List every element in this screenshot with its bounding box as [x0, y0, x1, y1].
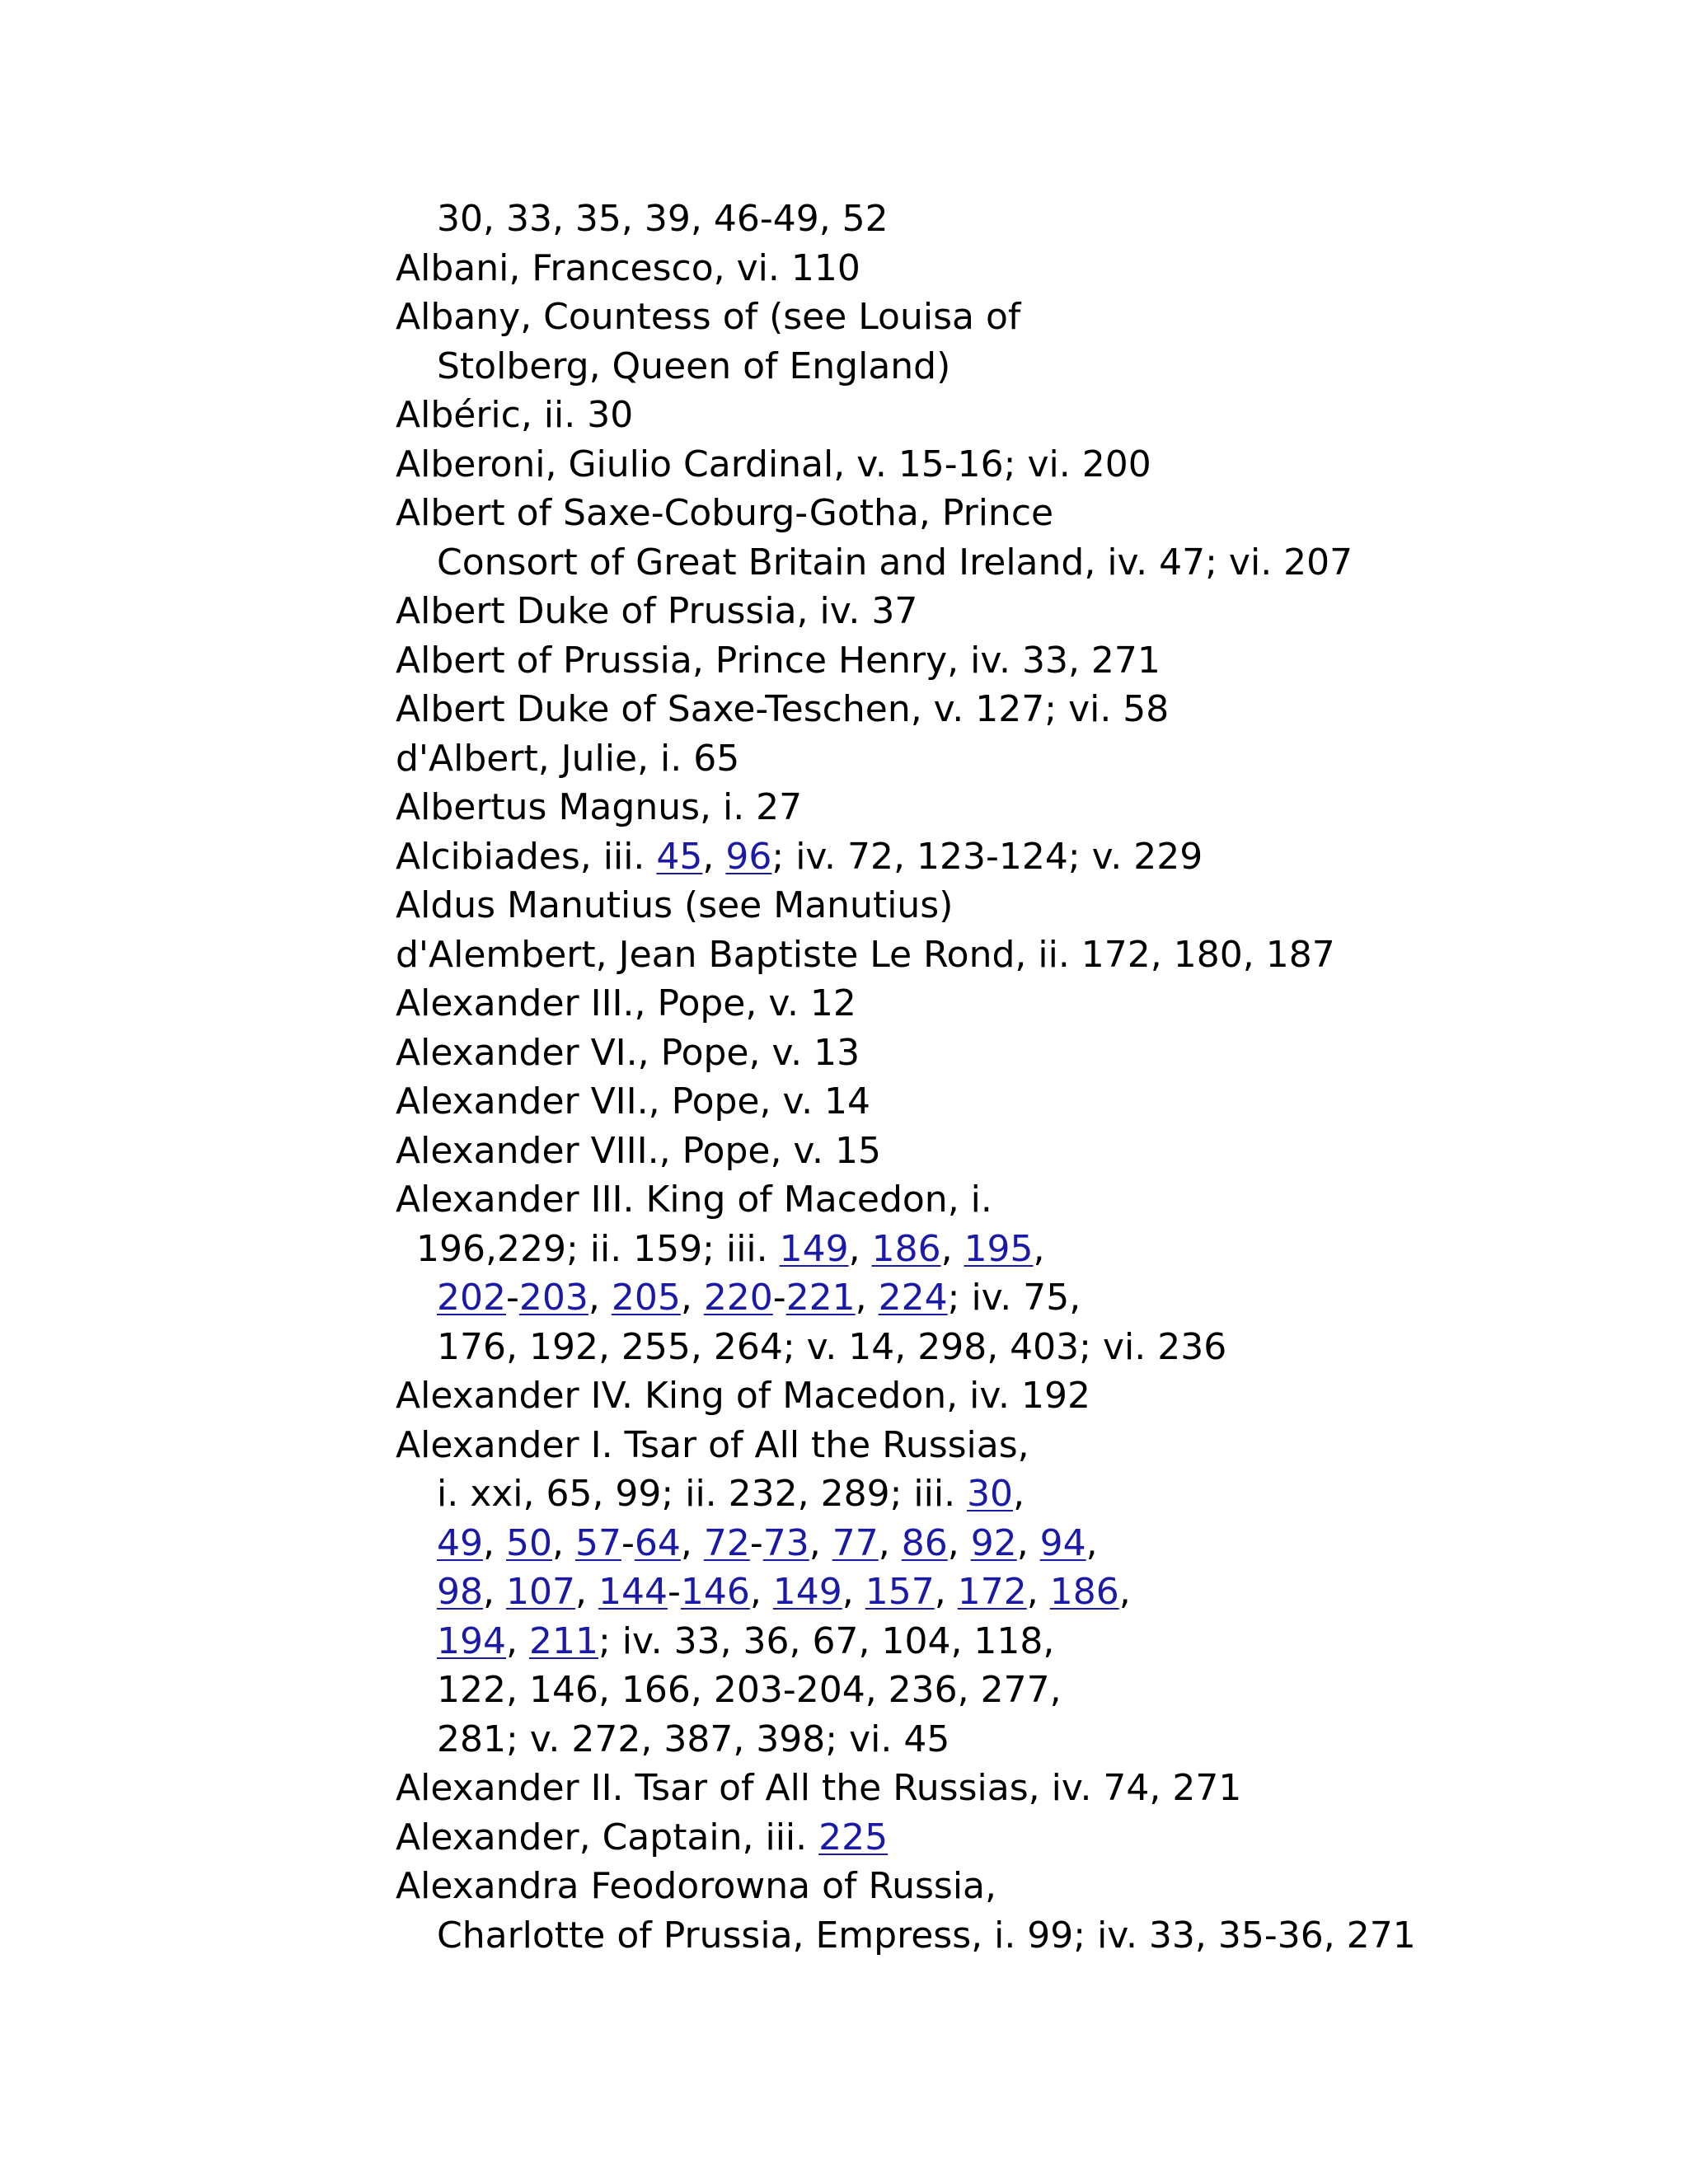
entry-text: 196,229; ii. 159; iii.: [416, 1227, 780, 1270]
entry-text: Alexander VIII., Pope, v. 15: [396, 1129, 882, 1172]
page-link[interactable]: 205: [611, 1277, 681, 1319]
index-entry-continuation: [396, 1568, 1416, 1617]
entry-text: -: [505, 1277, 519, 1319]
entry-text: ,: [947, 1521, 971, 1564]
page-link[interactable]: 157: [865, 1571, 935, 1613]
page-link[interactable]: 73: [762, 1521, 809, 1564]
entry-text: ,: [842, 1571, 865, 1613]
entry-text: Alexander IV. King of Macedon, iv. 192: [396, 1375, 1090, 1417]
entry-text: Albany, Countess of (see Louisa of: [396, 296, 1021, 338]
index-entry: [396, 244, 1416, 293]
index-entry: [396, 783, 1416, 832]
page-link[interactable]: 224: [878, 1277, 948, 1319]
page-link[interactable]: 202: [437, 1277, 506, 1319]
entry-text: Alexander III. King of Macedon, i.: [396, 1179, 992, 1221]
index-entry: [396, 636, 1416, 686]
entry-text: Alexander I. Tsar of All the Russias,: [396, 1423, 1029, 1466]
entry-text: -: [621, 1521, 635, 1564]
entry-text: Stolberg, Queen of England): [437, 344, 951, 387]
index-entry: [396, 391, 1416, 440]
page-link[interactable]: 195: [964, 1227, 1034, 1270]
page-link[interactable]: 149: [772, 1571, 842, 1613]
entry-text: i. xxi, 65, 99; ii. 232, 289; iii.: [437, 1473, 968, 1515]
entry-text: ,: [1118, 1571, 1131, 1613]
page-link[interactable]: 45: [656, 835, 703, 878]
entry-text: ,: [574, 1571, 598, 1613]
index-entry: [396, 832, 1416, 882]
index-entry-continuation: [396, 1911, 1416, 1961]
page-link[interactable]: 96: [725, 835, 772, 878]
entry-text: ,: [588, 1277, 612, 1319]
entry-text: 30, 33, 35, 39, 46-49, 52: [437, 198, 889, 240]
index-entry: [396, 930, 1416, 980]
entry-text: Albertus Magnus, i. 27: [396, 786, 803, 828]
entry-text: Alcibiades, iii.: [396, 835, 657, 878]
entry-text: ,: [848, 1227, 872, 1270]
entry-text: ,: [1033, 1227, 1045, 1270]
index-entry-continuation: [396, 1469, 1416, 1519]
entry-text: ,: [680, 1277, 704, 1319]
index-entry: [396, 881, 1416, 930]
entry-text: ; iv. 75,: [947, 1277, 1081, 1319]
entry-text: ,: [1016, 1521, 1040, 1564]
page-link[interactable]: 77: [832, 1521, 879, 1564]
entry-text: Albert Duke of Prussia, iv. 37: [396, 590, 918, 632]
entry-text: ,: [809, 1521, 832, 1564]
entry-text: Albani, Francesco, vi. 110: [396, 246, 860, 289]
index-entry: [396, 293, 1416, 342]
entry-text: 122, 146, 166, 203-204, 236, 277,: [437, 1669, 1062, 1711]
entry-text: Aldus Manutius (see Manutius): [396, 884, 954, 926]
entry-text: -: [772, 1277, 786, 1319]
page-link[interactable]: 86: [901, 1521, 948, 1564]
index-entry: [396, 979, 1416, 1029]
page-link[interactable]: 57: [574, 1521, 621, 1564]
entry-text: ,: [505, 1619, 529, 1662]
entry-text: 281; v. 272, 387, 398; vi. 45: [437, 1718, 950, 1760]
index-entry-continuation: [396, 1617, 1416, 1666]
entry-text: ,: [1013, 1473, 1025, 1515]
entry-text: Albert Duke of Saxe-Teschen, v. 127; vi. 58: [396, 688, 1170, 730]
index-entry: [396, 734, 1416, 784]
index-column: [396, 194, 1416, 1960]
entry-text: ,: [680, 1521, 704, 1564]
page-link[interactable]: 203: [518, 1277, 588, 1319]
entry-text: Albéric, ii. 30: [396, 394, 634, 436]
entry-text: Albert of Prussia, Prince Henry, iv. 33, 271: [396, 639, 1160, 682]
page-link[interactable]: 194: [437, 1619, 506, 1662]
index-entry: [396, 685, 1416, 734]
entry-text: d'Albert, Julie, i. 65: [396, 737, 740, 780]
index-entry: [396, 1862, 1416, 1911]
entry-text: Alexander, Captain, iii.: [396, 1816, 819, 1858]
entry-text: -: [749, 1521, 763, 1564]
page-link[interactable]: 107: [505, 1571, 575, 1613]
entry-text: Alexander III., Pope, v. 12: [396, 982, 856, 1024]
entry-text: ,: [483, 1571, 506, 1613]
entry-text: ; iv. 72, 123-124; v. 229: [771, 835, 1203, 878]
index-entry-continuation: [396, 1323, 1416, 1372]
entry-text: ,: [878, 1521, 902, 1564]
entry-text: Alberoni, Giulio Cardinal, v. 15-16; vi. 200: [396, 443, 1151, 485]
entry-text: ; iv. 33, 36, 67, 104, 118,: [598, 1619, 1055, 1662]
entry-text: Albert of Saxe-Coburg-Gotha, Prince: [396, 492, 1054, 534]
index-entry-continuation: [396, 1715, 1416, 1765]
entry-text: ,: [749, 1571, 773, 1613]
entry-text: Alexander VII., Pope, v. 14: [396, 1080, 871, 1122]
entry-text: ,: [855, 1277, 879, 1319]
page-link[interactable]: 94: [1039, 1521, 1086, 1564]
page-link[interactable]: 92: [970, 1521, 1017, 1564]
index-entry: [396, 1764, 1416, 1813]
index-entry: [396, 440, 1416, 490]
page-link[interactable]: 221: [785, 1277, 856, 1319]
page-link[interactable]: 72: [703, 1521, 750, 1564]
entry-text: Consort of Great Britain and Ireland, iv. 47; vi. 207: [437, 541, 1353, 583]
page-link[interactable]: 186: [1049, 1571, 1119, 1613]
index-entry-continuation: [396, 1666, 1416, 1715]
page-link[interactable]: 146: [680, 1571, 750, 1613]
index-entry: [396, 1813, 1416, 1863]
page-link[interactable]: 211: [528, 1619, 598, 1662]
entry-text: 176, 192, 255, 264; v. 14, 298, 403; vi. 236: [437, 1325, 1227, 1368]
index-entry-continuation: [396, 1273, 1416, 1323]
index-entry: [396, 1077, 1416, 1127]
page-link[interactable]: 225: [818, 1816, 889, 1858]
entry-text: d'Alembert, Jean Baptiste Le Rond, ii. 172, 180, 187: [396, 933, 1335, 976]
index-entry: [396, 1029, 1416, 1078]
entry-text: Alexander II. Tsar of All the Russias, iv. 74, 271: [396, 1767, 1242, 1809]
page-link[interactable]: 98: [437, 1571, 483, 1613]
entry-text: Alexandra Feodorowna of Russia,: [396, 1865, 996, 1907]
index-entry-continuation: [396, 194, 1416, 244]
index-entry: [396, 1175, 1416, 1225]
page-link[interactable]: 50: [505, 1521, 552, 1564]
index-entry-continuation: [396, 538, 1416, 588]
index-entry: [396, 587, 1416, 636]
entry-text: ,: [1026, 1571, 1050, 1613]
index-entry: [396, 1421, 1416, 1470]
entry-text: Charlotte of Prussia, Empress, i. 99; iv. 33, 35-36, 271: [437, 1914, 1416, 1957]
entry-text: ,: [551, 1521, 575, 1564]
index-entry: [396, 489, 1416, 538]
page-link[interactable]: 186: [871, 1227, 941, 1270]
index-entry-continuation: [396, 1519, 1416, 1568]
page-link[interactable]: 64: [634, 1521, 681, 1564]
page-link[interactable]: 49: [437, 1521, 483, 1564]
page-link[interactable]: 149: [779, 1227, 849, 1270]
index-entry: [396, 1127, 1416, 1176]
entry-text: ,: [940, 1227, 964, 1270]
page-link[interactable]: 144: [598, 1571, 668, 1613]
index-entry: [396, 1371, 1416, 1421]
page-link[interactable]: 220: [703, 1277, 773, 1319]
entry-text: ,: [483, 1521, 506, 1564]
entry-text: ,: [702, 835, 726, 878]
index-entry-continuation: [396, 1225, 1416, 1274]
entry-text: ,: [1085, 1521, 1098, 1564]
entry-text: Alexander VI., Pope, v. 13: [396, 1031, 860, 1074]
index-entry-continuation: [396, 342, 1416, 391]
entry-text: ,: [934, 1571, 958, 1613]
page-link[interactable]: 172: [957, 1571, 1027, 1613]
entry-text: -: [667, 1571, 681, 1613]
page-link[interactable]: 30: [967, 1473, 1014, 1515]
